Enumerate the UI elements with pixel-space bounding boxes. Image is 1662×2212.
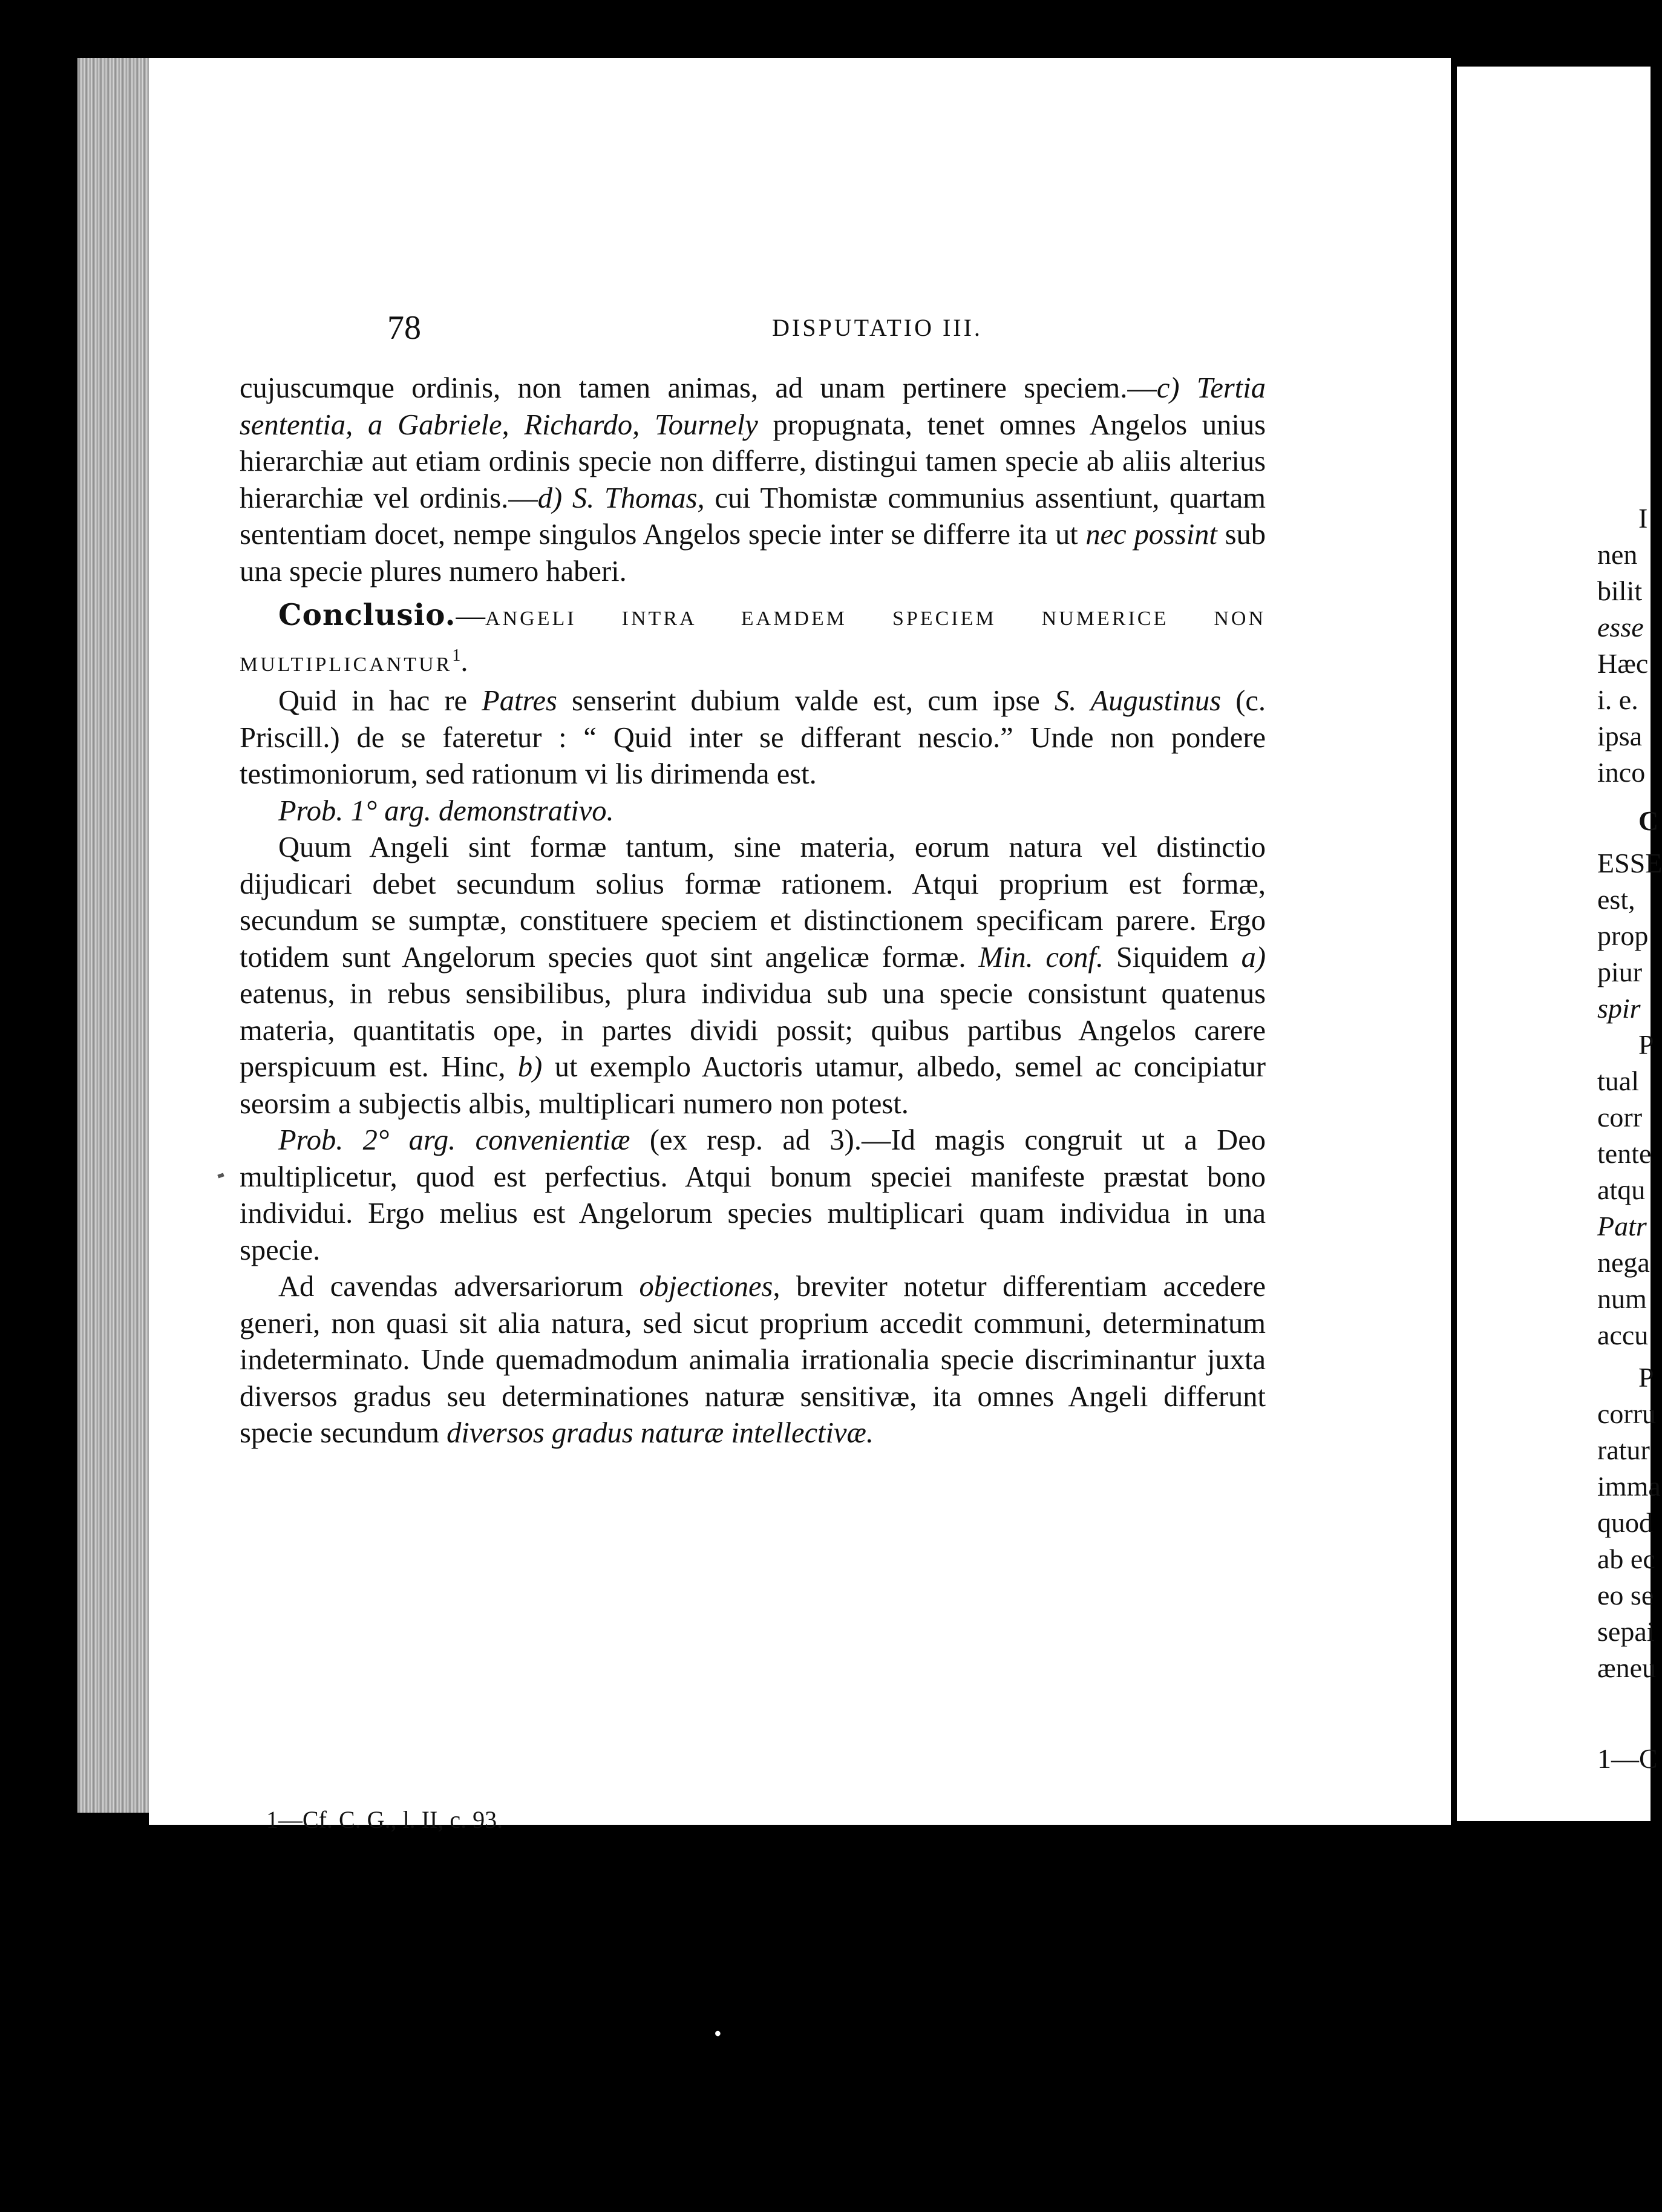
probatio-1-heading xyxy=(240,793,1266,830)
text-run-italic: b) xyxy=(517,1051,543,1084)
text-run-italic: diversos gradus naturæ intellectivæ. xyxy=(447,1417,874,1450)
paragraph-argumentum-2 xyxy=(240,1122,1266,1269)
right-page-line: tente xyxy=(1597,1138,1652,1169)
right-page-line: eo se xyxy=(1597,1580,1654,1611)
text-run-italic: Min. conf. xyxy=(978,941,1104,973)
adjacent-page xyxy=(1457,67,1662,1821)
right-page-line: spir xyxy=(1597,993,1641,1024)
text-run-italic: a) xyxy=(1241,941,1266,973)
text-run: Quum Angeli sint formæ tantum, sine materia, eorum natura vel distinctio dijudicari debet secundum solius formæ rationem. Atqui proprium est formæ, secundum se sumptæ, constituere speciem et distinctionem specificam parere. Ergo totidem sunt Angelorum species quot sint angelicæ formæ. xyxy=(240,831,1266,973)
right-page-line: bilit xyxy=(1597,575,1643,606)
right-page-line: corr xyxy=(1597,1102,1643,1133)
right-page-line: quod xyxy=(1597,1507,1653,1538)
right-page-line: i. e. xyxy=(1597,684,1638,715)
right-page-line: P xyxy=(1638,1362,1654,1393)
text-run: Quid in hac re xyxy=(278,685,482,718)
text-run-italic: Prob. 2° arg. convenientiæ xyxy=(278,1124,630,1157)
right-page-line: nen xyxy=(1597,539,1638,570)
text-run: ut exemplo Auctoris utamur, albedo, semel ac concipiatur seorsim a subjectis albis, multiplicari numero non potest. xyxy=(240,1051,1266,1120)
paragraph-sententiae xyxy=(240,370,1266,590)
right-page-line: I xyxy=(1638,503,1648,534)
right-page-line: Patr xyxy=(1597,1211,1647,1242)
right-page-line: corru xyxy=(1597,1398,1657,1429)
text-run: (c. Priscill.) de se fateretur : “ Quid inter se differant nescio.” Unde non pondere testimoniorum, sed rationum vi lis dirimenda est. xyxy=(240,685,1266,791)
text-run-italic: objectiones, xyxy=(639,1271,780,1303)
text-run: propugnata, tenet omnes Angelos unius hierarchiæ aut etiam ordinis specie non differre, distingui tamen specie ab aliis alterius hierarchiæ vel ordinis.— xyxy=(240,408,1266,514)
running-title: DISPUTATIO III. xyxy=(772,314,983,341)
text-run-italic: S. Augustinus xyxy=(1054,685,1222,718)
text-run-italic: nec possint xyxy=(1085,519,1217,551)
right-page-line: num xyxy=(1597,1283,1647,1314)
text-run-italic: c) Tertia sententia, a xyxy=(240,372,1266,441)
right-page-line: sepai xyxy=(1597,1616,1655,1647)
right-page-line: esse xyxy=(1597,612,1644,643)
right-page-line: P xyxy=(1638,1029,1654,1060)
footnote-ref: 1 xyxy=(452,646,461,665)
paragraph-objectiones xyxy=(240,1269,1266,1452)
paragraph-argumentum-1 xyxy=(240,830,1266,1122)
text-run: cujuscumque ordinis, non tamen animas, ad unam pertinere speciem.— xyxy=(240,372,1157,404)
text-run: senserint dubium valde est, cum ipse xyxy=(557,685,1055,718)
dash: — xyxy=(456,600,486,632)
text-run: Siquidem xyxy=(1104,941,1242,973)
scan-mark: • xyxy=(708,2021,727,2046)
text-run-italic: Prob. 1° arg. demonstrativo. xyxy=(278,794,614,827)
text-run: (ex resp. ad 3).—Id magis congruit ut a Deo multiplicetur, quod est perfectius. Atqui bonum speciei manifeste præstat bono individui. Ergo melius est Angelorum species multiplicari quam individua in una specie. xyxy=(240,1124,1266,1266)
right-page-line: 1—C xyxy=(1597,1743,1658,1774)
text-run: Ad cavendas adversariorum xyxy=(278,1271,640,1303)
right-page-line: ab ec xyxy=(1597,1543,1655,1574)
text-run: eatenus, in rebus sensibilibus, plura individua sub una specie consistunt quatenus materia, quantitatis ope, in partes dividi possit; quibus partibus Angelos carere perspicuum est. Hinc, xyxy=(240,978,1266,1084)
right-page-line: Hæc xyxy=(1597,648,1649,679)
text-run-italic: d) S. Thomas, xyxy=(537,482,705,514)
right-page-line: ratur xyxy=(1597,1435,1650,1465)
right-page-line: inco xyxy=(1597,757,1646,788)
text-run: cui Thomistæ communius assentiunt, quartam sententiam docet, nempe singulos Angelos specie inter se differre ita ut xyxy=(240,482,1266,551)
text-run: breviter notetur differentiam accedere generi, non quasi sit alia natura, sed sicut proprium accedit communi, determinatum indeterminato. Unde quemadmodum animalia irrationalia specie discriminantur juxta diversos gradus seu determinationes naturæ sensitivæ, ita omnes Angeli differunt specie secundum xyxy=(240,1271,1266,1450)
paragraph-patres xyxy=(240,683,1266,793)
right-page-line: atqu xyxy=(1597,1174,1646,1205)
text-run: sub una specie plures numero haberi. xyxy=(240,519,1266,587)
right-page-line: prop xyxy=(1597,920,1649,951)
author-names: Gabriele, Richardo, Tournely xyxy=(398,408,758,441)
right-page-line: nega xyxy=(1597,1247,1650,1278)
right-page-line: imma xyxy=(1597,1471,1661,1502)
right-page-line: æneu xyxy=(1597,1652,1657,1683)
page-number: 78 xyxy=(387,309,421,347)
main-text xyxy=(240,370,1266,1452)
right-page-line: C xyxy=(1638,805,1659,836)
right-page-line: accu xyxy=(1597,1320,1649,1350)
text-run: . xyxy=(460,645,468,678)
right-page-line: piur xyxy=(1597,957,1643,987)
text-run-italic: Patres xyxy=(482,685,557,718)
conclusio-text: ANGELI INTRA EAMDEM SPECIEM NUMERICE NON MULTIPLICANTUR xyxy=(240,607,1266,676)
right-page-line: ipsa xyxy=(1597,721,1643,751)
right-page-line: tual xyxy=(1597,1065,1639,1096)
page-binding-edge xyxy=(77,58,150,1813)
conclusio-label: Conclusio. xyxy=(278,598,456,632)
right-page-line: est, xyxy=(1597,884,1635,915)
footnote: 1—Cf. C. G., l. II, c. 93. xyxy=(266,1806,503,1833)
right-page-line: ESSE xyxy=(1597,848,1662,879)
running-head xyxy=(242,309,1271,345)
conclusio-paragraph xyxy=(240,597,1266,683)
